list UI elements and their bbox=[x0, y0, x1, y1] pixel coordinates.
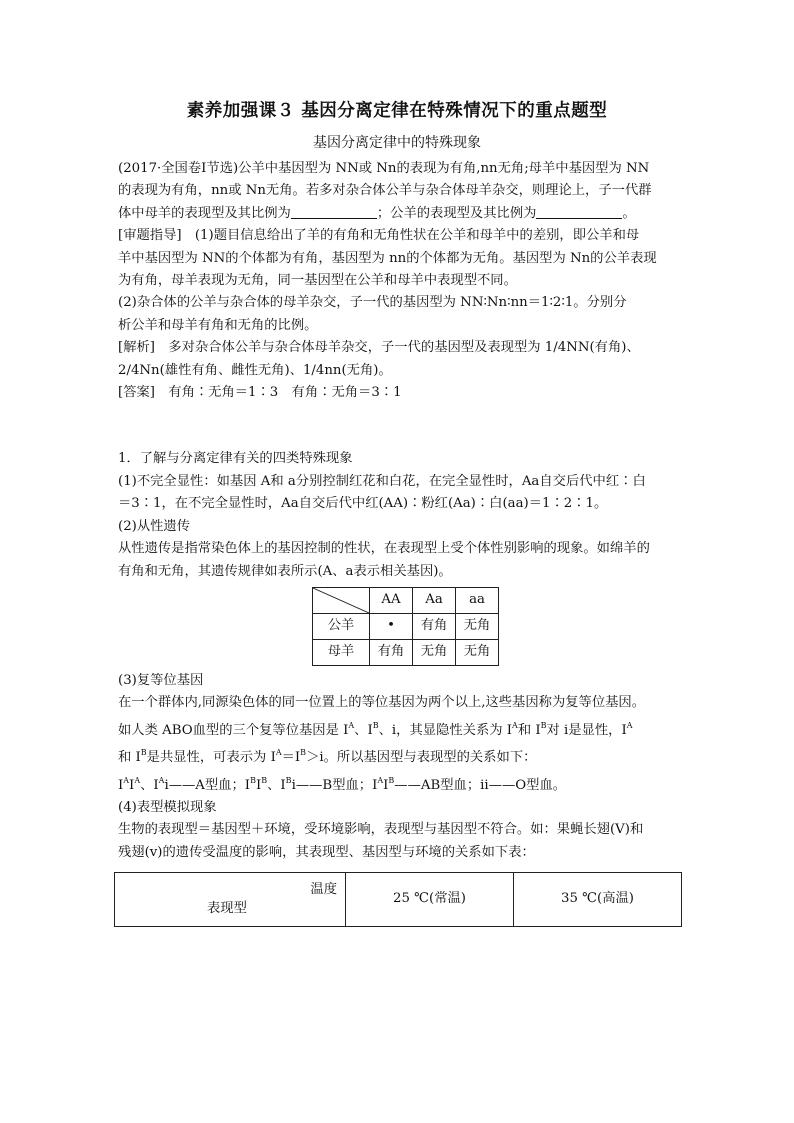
subheading: (2)从性遗传 bbox=[118, 518, 191, 534]
paragraph-line: 从性遗传是指常染色体上的基因控制的性状，在表现型上受个体性别影响的现象。如绵羊的 bbox=[118, 541, 650, 557]
table-header-cell: 25 ℃(常温) bbox=[346, 873, 514, 927]
table-row bbox=[313, 639, 499, 665]
table-cell: 无角 bbox=[456, 613, 499, 639]
guide-line: 析公羊和母羊有角和无角的比例。 bbox=[118, 317, 318, 333]
table-header-cell: AA bbox=[370, 587, 413, 613]
diagonal-line bbox=[313, 588, 369, 613]
section-subtitle: 基因分离定律中的特殊现象 bbox=[313, 135, 481, 151]
answer-blank bbox=[536, 204, 622, 219]
page-title: 素养加强课３ 基因分离定律在特殊情况下的重点题型 bbox=[186, 101, 608, 121]
table-header-cell: aa bbox=[456, 587, 499, 613]
guide-line: 羊中基因型为 NN的个体都为有角，基因型为 nn的个体都为无角。基因型为 Nn的公羊表现 bbox=[118, 250, 657, 266]
subheading: (4)表型模拟现象 bbox=[118, 799, 217, 815]
table-header-row bbox=[313, 587, 499, 613]
paragraph-line: ＝3∶1，在不完全显性时，Aa自交后代中红(AA)∶粉红(Aa)∶白(aa)＝1∶2∶1。 bbox=[118, 496, 608, 512]
table-cell: 有角 bbox=[413, 613, 456, 639]
phenocopy-table bbox=[114, 872, 682, 927]
answer-blank bbox=[291, 204, 377, 219]
question-line: 的表现为有角，nn或 Nn无角。若多对杂合体公羊与杂合体母羊杂交，则理论上，子一代群 bbox=[118, 183, 652, 199]
paragraph-line: 在一个群体内,同源染色体的同一位置上的等位基因为两个以上,这些基因称为复等位基因。 bbox=[118, 695, 646, 711]
sex-influenced-table bbox=[312, 587, 499, 666]
document-body bbox=[118, 158, 678, 927]
paragraph-line: 如人类 ABO血型的三个复等位基因是 $I^A$、$I^B$、i，其显隐性关系为 $I^A$和 $I^B$对 i是显性，$I^A$ bbox=[118, 720, 633, 738]
table-header-cell: 35 ℃(高温) bbox=[514, 873, 682, 927]
answer-line: [答案] 有角∶无角＝1∶3 有角∶无角＝3∶1 bbox=[118, 385, 402, 401]
row-label: 母羊 bbox=[313, 639, 370, 665]
table-cell: 无角 bbox=[413, 639, 456, 665]
paragraph-line: 和 $I^B$是共显性，可表示为 $I^A=I^B>i$。所以基因型与表现型的关系如下： bbox=[118, 748, 537, 766]
guide-line: 为有角，母羊表现为无角，同一基因型在公羊和母羊中表现型不同。 bbox=[118, 273, 517, 289]
paragraph-line: 生物的表现型＝基因型＋环境，受环境影响，表现型与基因型不符合。如：果蝇长翅(V)和 bbox=[118, 822, 644, 838]
table-row bbox=[313, 613, 499, 639]
corner-bottom-label: 表现型 bbox=[207, 900, 247, 916]
subheading: (3)复等位基因 bbox=[118, 672, 204, 688]
table-cell: 有角 bbox=[370, 639, 413, 665]
paragraph-line: 有角和无角，其遗传规律如表所示(A、a表示相关基因)。 bbox=[118, 563, 452, 579]
genotype-line: $I^AI^A$、$I^Ai——A$型血；$I^BI^B$、$I^Bi——B$型血；$I^AI^B——AB$型血；ii——O型血。 bbox=[118, 775, 567, 793]
guide-line: [审题指导] (1)题目信息给出了羊的有角和无角性状在公羊和母羊中的差别，即公羊和母 bbox=[118, 228, 640, 244]
corner-top-label: 温度 bbox=[310, 882, 337, 898]
analysis-line: 2/4Nn(雄性有角、雌性无角)、1/4nn(无角)。 bbox=[118, 362, 392, 378]
row-label: 公羊 bbox=[313, 613, 370, 639]
paragraph-line: 残翅(v)的遗传受温度的影响，其表现型、基因型与环境的关系如下表： bbox=[118, 844, 535, 860]
diagonal-header-cell bbox=[313, 587, 370, 613]
section-heading: 1．了解与分离定律有关的四类特殊现象 bbox=[118, 451, 353, 467]
guide-line: (2)杂合体的公羊与杂合体的母羊杂交，子一代的基因型为 NN∶Nn∶nn＝1∶2∶1。分别分 bbox=[118, 295, 627, 311]
table-cell: 无角 bbox=[456, 639, 499, 665]
corner-header-cell bbox=[115, 873, 346, 927]
question-line: (2017·全国卷Ⅰ节选)公羊中基因型为 NN或 Nn的表现为有角,nn无角;母羊中基因型为 NN bbox=[118, 161, 650, 176]
table-cell: • bbox=[370, 613, 413, 639]
paragraph-line: (1)不完全显性：如基因 A和 a分别控制红花和白花，在完全显性时，Aa自交后代中红∶白 bbox=[118, 473, 646, 489]
analysis-line: [解析] 多对杂合体公羊与杂合体母羊杂交，子一代的基因型及表现型为 1/4NN(有角)、 bbox=[118, 340, 640, 356]
table-header-cell: Aa bbox=[413, 587, 456, 613]
table-header-row bbox=[115, 873, 682, 927]
question-line: 体中母羊的表现型及其比例为 ；公羊的表现型及其比例为 。 bbox=[118, 205, 636, 221]
